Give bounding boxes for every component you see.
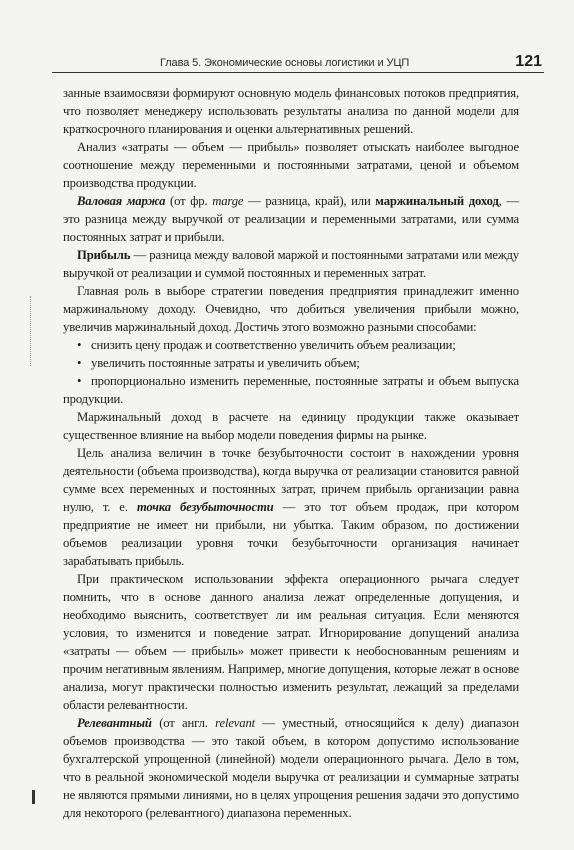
list-item-text: пропорционально изменить переменные, постоянные затраты и объем выпуска продукции. [63,374,519,406]
list-item [63,354,519,372]
paragraph-cvp-analysis: Анализ «затраты — объем — прибыль» позволяет отыскать наиболее выгодное соотношение между переменными и постоянными затратами, ценой и объемом производства продукции. [63,140,519,190]
paragraph-break-even [63,444,519,570]
bullet-icon: • [77,338,82,352]
foreign-word-marge: marge [212,194,244,208]
text-fragment: , — это разница между выручкой от реализации и переменными затратами, или сумма постоянных затрат и прибыли. [63,194,519,244]
paragraph-relevant-range [63,714,519,822]
term-gross-margin: Валовая маржа [77,194,166,208]
list-item-text: увеличить постоянные затраты и увеличить объем; [91,356,360,370]
bullet-icon: • [77,356,82,370]
text-fragment: (от фр. [165,194,213,208]
body-text [63,84,519,822]
paragraph-unit-margin: Маржинальный доход в расчете на единицу продукции также оказывает существенное влияние на выбор модели поведения фирмы на рынке. [63,410,519,442]
text-fragment: — это тот объем продаж, при котором предприятие не имеет ни прибыли, ни убытка. Таким образом, по достижении объемов реализации уровня точки безубыточности организация начинает зарабатывать прибыль. [63,500,519,568]
paragraph-operating-leverage: При практическом использовании эффекта операционного рычага следует помнить, что в основе данного анализа лежат определенные допущения, и необходимо выяснить, соответствует ли им реальная ситуация. Если меняются условия, то изменится и поведение затрат. Игнорирование допущений анализа «затраты — объем — прибыль» может привести к необоснованным решениям и прочим негативным явлениям. Например, многие допущения, которые лежат в основе анализа, могут практически полностью изменить результат, лежащий за пределами области релевантности. [63,572,519,712]
term-marginal-income: маржинальный доход [375,194,499,208]
text-fragment: (от англ. [151,716,216,730]
list-item [63,336,519,354]
list-item [63,372,519,408]
term-profit: Прибыль [77,248,131,262]
paragraph-continuation: занные взаимосвязи формируют основную модель финансовых потоков предприятия, что позволяет менеджеру использовать результаты анализа по данной модели для краткосрочного планирования и оценки альтернативных решений. [63,86,519,136]
text-fragment: Цель анализа величин в точке безубыточности состоит в нахождении уровня деятельности (объема производства), когда выручка от реализации становится равной сумме всех переменных и постоянных затрат, причем прибыль организации равна нулю, т. е. [63,446,519,514]
methods-list [63,336,519,408]
paragraph-gross-margin-definition [63,192,519,246]
term-relevant: Релевантный [77,716,152,730]
paragraph-profit-definition [63,246,519,282]
running-head: Глава 5. Экономические основы логистики и УЦП [160,57,410,69]
margin-scan-artifact [30,296,33,366]
page-header [0,53,574,73]
foreign-word-relevant: relevant [215,716,256,730]
text-fragment: — уместный, относящийся к делу) диапазон объемов производства — это такой объем, в котором допустимо использование бухгалтерской упрощенной (линейной) модели операционного рычага. Дело в том, что в реальной экономической модели выручка от реализации и суммарные затраты не являются прямыми линиями, но в целях упрощения решения задачи это допустимо для некоторого (релевантного) диапазона переменных. [63,716,520,820]
paragraph-strategy: Главная роль в выборе стратегии поведения предприятия принадлежит именно маржинальному доходу. Очевидно, что добиться увеличения прибыли можно, увеличив маржинальный доход. Достичь этого возможно разными способами: [63,284,519,334]
text-fragment: — разница, край), или [243,194,376,208]
bullet-icon: • [77,374,82,388]
header-rule [52,72,544,73]
term-break-even-point: точка безубыточности [136,500,274,514]
text-fragment: — разница между валовой маржой и постоянными затратами или между выручкой от реализации и суммой постоянных и переменных затрат. [63,248,519,280]
margin-scan-mark [32,790,35,804]
list-item-text: снизить цену продаж и соответственно увеличить объем реализации; [91,338,456,352]
page-number: 121 [515,53,542,70]
